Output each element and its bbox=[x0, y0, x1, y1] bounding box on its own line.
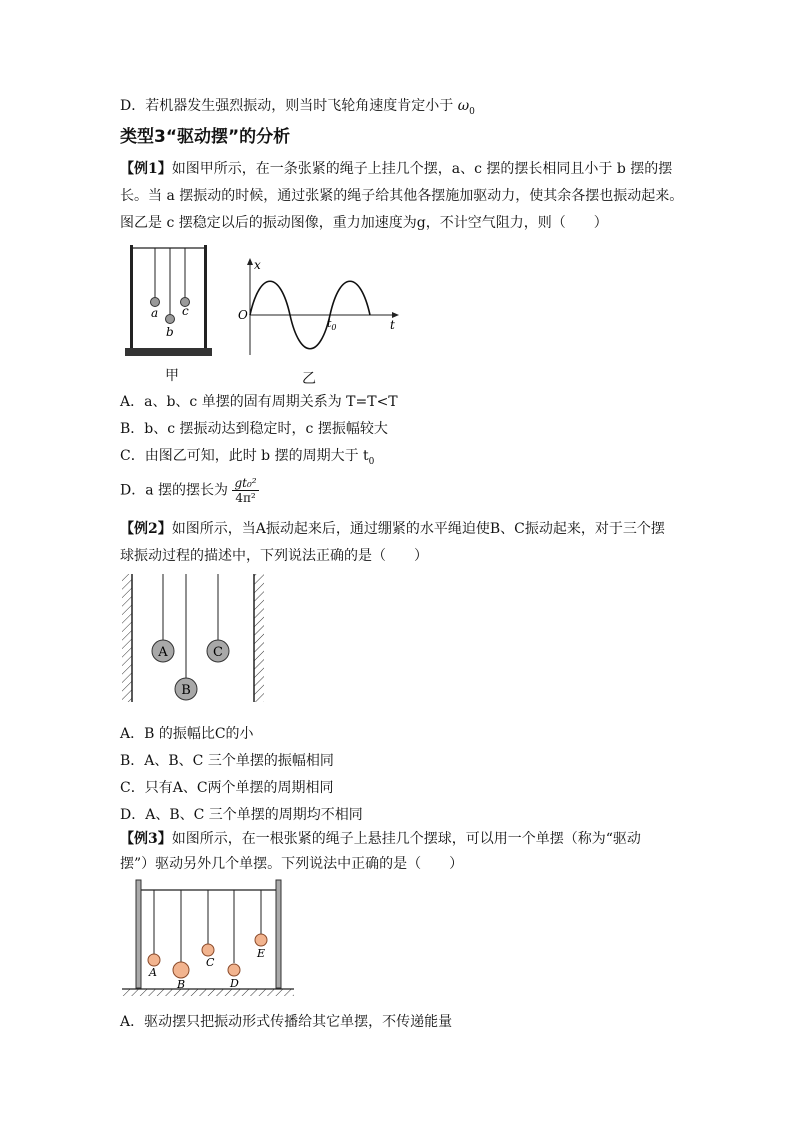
ball-b-label: B bbox=[181, 683, 191, 698]
section-heading: 类型3“驱动摆”的分析 bbox=[120, 127, 291, 147]
figure-yi-caption: 乙 bbox=[302, 371, 316, 387]
fig1-label-b: b bbox=[166, 325, 174, 339]
ball-a-label: A bbox=[158, 645, 168, 660]
example1-option-c: C．由图乙可知，此时 b 摆的周期大于 $t_0$ bbox=[120, 448, 375, 467]
example2-option-d: D．A、B、C 三个单摆的周期均不相同 bbox=[120, 807, 363, 823]
example3-option-a: A．驱动摆只把振动形式传播给其它单摆，不传递能量 bbox=[120, 1014, 453, 1030]
fig1-label-c: c bbox=[182, 304, 189, 318]
example3-line1: 【例3】如图所示，在一根张紧的绳子上悬挂几个摆球，可以用一个单摆（称为“驱动 bbox=[120, 831, 641, 847]
example1-option-a: A．a、b、c 单摆的固有周期关系为 T=T<T bbox=[120, 394, 398, 410]
example1-option-b: B．b、c 摆振动达到稳定时，c 摆振幅较大 bbox=[120, 421, 388, 437]
figure-driving-pendulum bbox=[122, 878, 297, 1003]
example2-option-b: B．A、B、C 三个单摆的振幅相同 bbox=[120, 753, 334, 769]
fig2-label-x: x bbox=[254, 258, 261, 272]
example2-line1: 【例2】如图所示，当A振动起来后，通过绷紧的水平绳迫使B、C振动起来，对于三个摆 bbox=[120, 521, 665, 537]
ball-c-label: C bbox=[213, 645, 223, 660]
figure-jia-caption: 甲 bbox=[165, 368, 179, 384]
fig2-label-t: t bbox=[390, 318, 395, 332]
example1-line2: 长。当 a 摆振动的时候，通过张紧的绳子给其他各摆施加驱动力，使其余各摆也振动起来。 bbox=[120, 188, 684, 204]
figure-yi-graph bbox=[234, 255, 404, 360]
ball3-b-label: B bbox=[177, 978, 186, 991]
example1-line1: 【例1】如图甲所示，在一条张紧的绳子上挂几个摆，a、c 摆的摆长相同且小于 b 摆的摆 bbox=[120, 161, 673, 177]
example2-line2: 球振动过程的描述中，下列说法正确的是（ ） bbox=[120, 548, 428, 564]
fig1-label-a: a bbox=[151, 306, 159, 320]
ball3-c-label: C bbox=[206, 956, 215, 969]
ball3-a-label: A bbox=[149, 966, 157, 979]
example2-option-a: A．B 的振幅比C的小 bbox=[120, 726, 254, 742]
ball3-e-label: E bbox=[257, 947, 266, 960]
fig2-label-o: O bbox=[238, 308, 248, 322]
figure-jia-pendulums bbox=[120, 240, 220, 362]
example1-option-d: D．a 摆的摆长为 $\frac{\text{gt₀²}}{\text{4π²}}$ bbox=[120, 476, 257, 505]
fig2-label-t0: $t_0$ bbox=[327, 317, 337, 332]
example2-option-c: C．只有A、C两个单摆的周期相同 bbox=[120, 780, 334, 796]
option-d-previous: D．若机器发生强烈振动，则当时飞轮角速度肯定小于 $\omega_0$ bbox=[120, 98, 475, 117]
pendulum-length-fraction: $\frac{\text{gt₀²}}{\text{4π²}}$ bbox=[234, 476, 257, 505]
example1-line3: 图乙是 c 摆稳定以后的振动图像，重力加速度为g，不计空气阻力，则（ ） bbox=[120, 215, 608, 231]
figure-abc-pendulums bbox=[122, 572, 267, 707]
example3-line2: 摆”）驱动另外几个单摆。下列说法中正确的是（ ） bbox=[120, 856, 464, 872]
ball3-d-label: D bbox=[230, 977, 239, 990]
